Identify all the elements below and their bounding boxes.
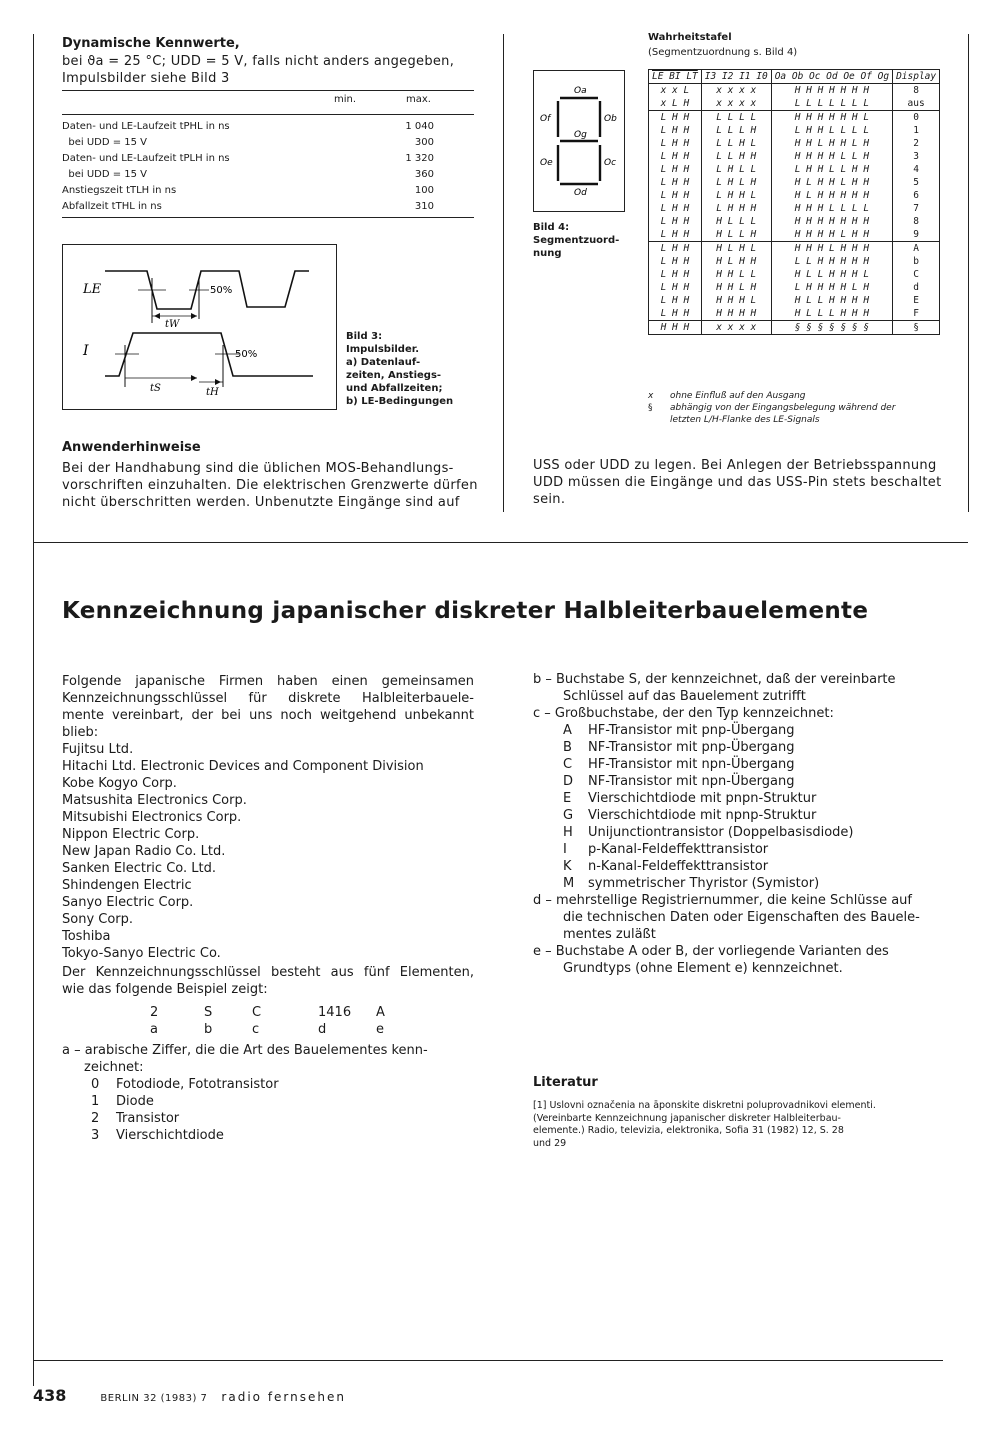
dyn-row [62, 167, 474, 183]
anwender-section [62, 440, 482, 511]
right-line-2: UDD müssen die Eingänge und das USS-Pin stets beschaltet [533, 475, 942, 490]
dyn-section [62, 36, 474, 218]
truth-group-4 [649, 321, 940, 335]
ref-line-1: [1] Uslovni označenia na āponskite diskretni poluprovadnikovi elementi. [533, 1100, 876, 1111]
truth-row [649, 228, 940, 242]
truth-cell-display: 2 [893, 137, 940, 150]
truth-cell-outputs: L H H L L L L [771, 124, 892, 137]
item-key: I [563, 842, 567, 857]
item-value: Transistor [116, 1111, 180, 1126]
dyn-table [62, 119, 474, 215]
dyn-row-max: 360 [414, 169, 434, 180]
truth-cell-inputs: L L L L [701, 111, 771, 125]
seg-f-label: Of [540, 114, 551, 124]
truth-cell-inputs: H H L L [701, 268, 771, 281]
note-s-1: abhängig von der Eingangsbelegung während der [670, 403, 896, 413]
item-value: Vierschichtdiode mit pnpn-Struktur [588, 791, 817, 806]
bild3-caption-6: b) LE-Bedingungen [346, 396, 454, 407]
item-key: H [563, 825, 573, 840]
seg-e-label: Oe [540, 158, 553, 168]
left-margin-rule [33, 34, 34, 1386]
device-type-item [62, 1110, 474, 1127]
item-value: HF-Transistor mit pnp-Übergang [588, 723, 795, 738]
truth-cell-display: aus [893, 97, 940, 111]
literatur-section [533, 1075, 945, 1150]
truth-cell-inputs: L L H L [701, 137, 771, 150]
anwender-line-3: nicht überschritten werden. Unbenutzte Eingänge sind auf [62, 495, 460, 510]
th-le-bi-lt: LE BI LT [649, 70, 702, 84]
dyn-row-max: 1 320 [405, 153, 434, 164]
item-value: NF-Transistor mit npn-Übergang [588, 774, 795, 789]
type-letter-item [533, 841, 945, 858]
th-inputs: I3 I2 I1 I0 [701, 70, 771, 84]
pct-le: 50% [210, 285, 233, 296]
dyn-title: Dynamische Kennwerte, [62, 36, 240, 51]
example-element-letter: e [376, 1022, 384, 1037]
bild3-frame [62, 244, 337, 410]
item-value: Vierschichtdiode mit npnp-Struktur [588, 808, 817, 823]
dyn-row-max: 1 040 [405, 121, 434, 132]
example-element-letter: b [204, 1022, 213, 1037]
truth-cell-ctrl: L H H [649, 228, 702, 242]
element-d: d – mehrstellige Registriernummer, die keine Schlüsse auf die technischen Daten oder Eigenschaften des Bauele- mentes zuläßt [533, 893, 920, 942]
dyn-row-label: Daten- und LE-Laufzeit tPHL in ns [62, 121, 230, 132]
truth-cell-ctrl: L H H [649, 294, 702, 307]
dyn-row-label: Abfallzeit tTHL in ns [62, 201, 162, 212]
column-divider-top [503, 34, 504, 512]
dyn-row-label: bei UDD = 15 V [62, 137, 148, 148]
example-element-letter: c [252, 1022, 260, 1037]
firm-item: Matsushita Electronics Corp. [62, 793, 247, 808]
truth-row [649, 84, 940, 98]
firms-list [62, 741, 474, 962]
truth-cell-outputs: L L L L L L L [771, 97, 892, 111]
bild3-caption-5: und Abfallzeiten; [346, 383, 443, 394]
truth-cell-display: b [893, 255, 940, 268]
right-line-3: sein. [533, 492, 566, 507]
truth-cell-display: E [893, 294, 940, 307]
firm-item: Hitachi Ltd. Electronic Devices and Component Division [62, 759, 424, 774]
col-min-header: min. [334, 94, 357, 105]
dyn-cond-1: bei ϑa = 25 °C; UDD = 5 V, falls nicht anders angegeben, [62, 54, 455, 69]
truth-cell-ctrl: H H H [649, 321, 702, 335]
example-symbol: A [376, 1005, 385, 1020]
dyn-row [62, 183, 474, 199]
item-key: 0 [91, 1077, 100, 1092]
firm-item: Shindengen Electric [62, 878, 192, 893]
truth-cell-outputs: H H H H L H H [771, 228, 892, 242]
bild4-caption-3: nung [533, 248, 562, 259]
firm-item: Nippon Electric Corp. [62, 827, 200, 842]
note-x: ohne Einfluß auf den Ausgang [670, 391, 806, 401]
item-value: Unijunctiontransistor (Doppelbasisdiode) [588, 825, 854, 840]
example-code [62, 1002, 474, 1040]
type-letter-item [533, 756, 945, 773]
truth-cell-inputs: L H H L [701, 189, 771, 202]
item-key: 1 [91, 1094, 100, 1109]
bild3-caption-2: Impulsbilder. [346, 344, 420, 355]
pct-i: 50% [235, 349, 258, 360]
seg-g-label: Og [574, 130, 587, 140]
ref-line-4: und 29 [533, 1137, 567, 1149]
truth-cell-ctrl: L H H [649, 202, 702, 215]
truth-cell-ctrl: L H H [649, 137, 702, 150]
truth-cell-outputs: H L L H H H H [771, 294, 892, 307]
seg-c-label: Oc [604, 158, 617, 168]
item-key: E [563, 791, 572, 806]
right-margin-rule-top [968, 34, 969, 512]
truth-cell-ctrl: L H H [649, 111, 702, 125]
device-type-item [62, 1093, 474, 1110]
truth-cell-inputs: H L L H [701, 228, 771, 242]
item-value: n-Kanal-Feldeffekttransistor [588, 859, 769, 874]
truth-cell-ctrl: L H H [649, 242, 702, 256]
truth-cell-ctrl: x x L [649, 84, 702, 98]
truth-cell-outputs: H H L H H L H [771, 137, 892, 150]
truth-cell-ctrl: L H H [649, 150, 702, 163]
item-key: G [563, 808, 574, 823]
type-letter-item [533, 722, 945, 739]
truth-cell-display: 9 [893, 228, 940, 242]
th-outputs: Oa Ob Oc Od Oe Of Og [771, 70, 892, 84]
dyn-row-label: Anstiegszeit tTLH in ns [62, 185, 177, 196]
truth-row [649, 281, 940, 294]
example-element-letter: a [150, 1022, 158, 1037]
type-letter-item [533, 773, 945, 790]
truth-cell-display: 0 [893, 111, 940, 125]
footer-rule [33, 1360, 943, 1361]
truth-cell-ctrl: L H H [649, 163, 702, 176]
truth-cell-outputs: H H H H H H H [771, 215, 892, 228]
article-right [533, 671, 945, 977]
tw-label: tW [165, 319, 180, 330]
i-label: I [83, 343, 89, 359]
anwender-title: Anwenderhinweise [62, 440, 201, 455]
th-display: Display [893, 70, 940, 84]
firm-item: Tokyo-Sanyo Electric Co. [62, 946, 221, 961]
dyn-row-max: 310 [414, 201, 434, 212]
truth-group-3 [649, 242, 940, 321]
item-value: NF-Transistor mit pnp-Übergang [588, 740, 795, 755]
ref-line-3: elemente.) Radio, televizia, elektronika, Sofia 31 (1982) 12, S. 28 [533, 1125, 844, 1136]
truth-row [649, 176, 940, 189]
truth-cell-ctrl: L H H [649, 215, 702, 228]
col-max-header: max. [406, 94, 431, 105]
truth-cell-inputs: H L L L [701, 215, 771, 228]
truth-cell-ctrl: L H H [649, 176, 702, 189]
dyn-row [62, 135, 474, 151]
truth-group-1 [649, 84, 940, 111]
issue-info: BERLIN 32 (1983) 7 [100, 1393, 208, 1404]
example-element-letter: d [318, 1022, 327, 1037]
bild4-caption-1: Bild 4: [533, 222, 570, 233]
truth-row [649, 137, 940, 150]
truth-cell-ctrl: L H H [649, 189, 702, 202]
ts-label: tS [150, 383, 161, 394]
truth-cell-inputs: H H L H [701, 281, 771, 294]
truth-row [649, 202, 940, 215]
truth-cell-display: 1 [893, 124, 940, 137]
truth-cell-outputs: H H H H L L H [771, 150, 892, 163]
le-label: LE [83, 282, 102, 297]
item-key: B [563, 740, 572, 755]
truth-cell-display: A [893, 242, 940, 256]
truth-row [649, 242, 940, 256]
truth-cell-display: 6 [893, 189, 940, 202]
bild3-caption-4: zeiten, Anstiegs- [346, 370, 442, 381]
dyn-row [62, 119, 474, 135]
truth-cell-inputs: L L H H [701, 150, 771, 163]
truth-cell-display: 5 [893, 176, 940, 189]
truth-cell-inputs: H H H L [701, 294, 771, 307]
item-key: M [563, 876, 575, 891]
page-number: 438 [33, 1386, 67, 1405]
truth-notes [648, 390, 948, 426]
c-items [533, 722, 945, 892]
literatur-title: Literatur [533, 1075, 598, 1090]
truth-row [649, 189, 940, 202]
truth-cell-inputs: H L H L [701, 242, 771, 256]
ref-line-2: (Vereinbarte Kennzeichnung japanischer diskreter Halbleiterbau- [533, 1112, 841, 1124]
firm-item: Sony Corp. [62, 912, 134, 927]
truth-cell-outputs: H H H H H H H [771, 84, 892, 98]
truth-cell-display: § [893, 321, 940, 335]
truth-cell-ctrl: L H H [649, 255, 702, 268]
dyn-row-label: bei UDD = 15 V [62, 169, 148, 180]
truth-row [649, 307, 940, 321]
example-symbol: S [204, 1005, 213, 1020]
bild3-caption-3: a) Datenlauf- [346, 357, 421, 368]
truth-cell-outputs: H H H L L L L [771, 202, 892, 215]
dyn-row [62, 151, 474, 167]
truth-cell-outputs: L L H H H H H [771, 255, 892, 268]
seven-segment-diagram [534, 71, 624, 211]
firm-item: Sanyo Electric Corp. [62, 895, 194, 910]
truth-cell-ctrl: L H H [649, 124, 702, 137]
truth-cell-outputs: H H H L H H H [771, 242, 892, 256]
element-e: e – Buchstabe A oder B, der vorliegende Varianten des Grundtyps (ohne Element e) kennzeichnet. [533, 944, 889, 976]
truth-cell-outputs: H L L H H H L [771, 268, 892, 281]
firm-item: Toshiba [62, 929, 111, 944]
anwender-line-2: vorschriften einzuhalten. Die elektrischen Grenzwerte dürfen [62, 478, 478, 493]
truth-cell-display: C [893, 268, 940, 281]
note-s-2: letzten L/H-Flanke des LE-Signals [670, 415, 820, 425]
truth-row [649, 215, 940, 228]
item-value: p-Kanal-Feldeffekttransistor [588, 842, 769, 857]
device-type-item [62, 1127, 474, 1144]
truth-row [649, 255, 940, 268]
truth-row [649, 150, 940, 163]
truth-group-2 [649, 111, 940, 242]
type-letter-item [533, 875, 945, 892]
note-x-symbol: x [648, 391, 654, 401]
truth-cell-display: 3 [893, 150, 940, 163]
truth-row [649, 321, 940, 335]
truth-cell-inputs: H L H H [701, 255, 771, 268]
magazine-name: radio fernsehen [221, 1390, 346, 1404]
truth-row [649, 97, 940, 111]
footer [33, 1386, 346, 1405]
truth-cell-outputs: H L H H L H H [771, 176, 892, 189]
truth-cell-display: 7 [893, 202, 940, 215]
type-letter-item [533, 739, 945, 756]
anwender-line-1: Bei der Handhabung sind die üblichen MOS-Behandlungs- [62, 461, 454, 476]
seg-b-label: Ob [604, 114, 617, 124]
truth-row [649, 294, 940, 307]
firm-item: Sanken Electric Co. Ltd. [62, 861, 216, 876]
item-value: symmetrischer Thyristor (Symistor) [588, 876, 820, 891]
firm-item: Kobe Kogyo Corp. [62, 776, 177, 791]
bild3-caption-1: Bild 3: [346, 331, 383, 342]
example-symbol: 1416 [318, 1005, 352, 1020]
truth-row [649, 124, 940, 137]
truth-cell-display: 4 [893, 163, 940, 176]
truth-cell-inputs: L H L L [701, 163, 771, 176]
dyn-row [62, 199, 474, 215]
item-key: 3 [91, 1128, 100, 1143]
element-c: c – Großbuchstabe, der den Typ kennzeichnet: A HF-Transistor mit pnp-Übergang B NF-Transistor mit pnp-Übergang C HF-Transistor mit npn-Übergang D NF-Transistor mit npn-Übergang E Vierschichtdiode mit pnpn-Struktur G Vierschichtdiode mit npnp-Struktur H Unijunctiontransistor (Doppelbasisdiode) I p-Kanal-Feldeffekttransistor K n-Kanal-Feldeffekttransistor M symmetrischer Thyristor (Symistor) [533, 705, 945, 892]
note-s-symbol: § [648, 403, 653, 413]
truth-cell-inputs: L H H H [701, 202, 771, 215]
item-key: 2 [91, 1111, 100, 1126]
type-letter-item [533, 807, 945, 824]
truth-cell-display: 8 [893, 215, 940, 228]
truth-cell-display: 8 [893, 84, 940, 98]
truth-row [649, 111, 940, 125]
item-value: Vierschichtdiode [116, 1128, 224, 1143]
key-intro: Der Kennzeichnungsschlüssel besteht aus fünf Elementen, wie das folgende Beispiel zeigt: [62, 965, 474, 997]
truth-cell-outputs: H H H H H H L [771, 111, 892, 125]
firm-item: Fujitsu Ltd. [62, 742, 134, 757]
truth-cell-ctrl: L H H [649, 307, 702, 321]
seg-a-label: Oa [574, 86, 587, 96]
dyn-row-max: 300 [414, 137, 434, 148]
type-letter-item [533, 790, 945, 807]
item-value: Diode [116, 1094, 154, 1109]
a-items [62, 1076, 474, 1144]
article-left [62, 673, 474, 1144]
item-key: D [563, 774, 574, 789]
truth-cell-outputs: § § § § § § § [771, 321, 892, 335]
truth-cell-inputs: L H L H [701, 176, 771, 189]
dyn-row-label: Daten- und LE-Laufzeit tPLH in ns [62, 153, 230, 164]
item-key: A [563, 723, 572, 738]
item-key: C [563, 757, 573, 772]
truth-row [649, 268, 940, 281]
type-letter-item [533, 858, 945, 875]
article-intro: Folgende japanische Firmen haben einen gemeinsamen Kennzeichnungsschlüssel für diskrete Halbleiterbauele- mente vereinbart, der bei uns noch weitgehend unbekannt blieb: [62, 674, 474, 740]
th-label: tH [206, 387, 219, 398]
element-a: a – arabische Ziffer, die die Art des Bauelementes kenn- zeichnet: 0 Fotodiode, Fototransistor 1 Diode 2 Transistor 3 Vierschichtdiode [62, 1042, 474, 1144]
truth-cell-ctrl: L H H [649, 281, 702, 294]
section-divider [33, 542, 968, 543]
bild4-caption [533, 221, 619, 260]
truth-cell-display: F [893, 307, 940, 321]
item-value: Fotodiode, Fototransistor [116, 1077, 279, 1092]
truth-cell-inputs: x x x x [701, 97, 771, 111]
truth-cell-outputs: L H H H H L H [771, 281, 892, 294]
truth-table [648, 69, 940, 335]
article-title: Kennzeichnung japanischer diskreter Halbleiterbauelemente [62, 598, 869, 624]
dyn-row-max: 100 [414, 185, 434, 196]
i-waveform [105, 333, 313, 376]
truth-row [649, 163, 940, 176]
pulse-diagram [63, 245, 336, 409]
truth-cell-ctrl: x L H [649, 97, 702, 111]
example-symbol: C [252, 1005, 262, 1020]
truth-cell-inputs: x x x x [701, 84, 771, 98]
wahrheit-subtitle: (Segmentzuordnung s. Bild 4) [648, 47, 798, 58]
firm-item: New Japan Radio Co. Ltd. [62, 844, 226, 859]
device-type-item [62, 1076, 474, 1093]
truth-cell-inputs: L L L H [701, 124, 771, 137]
bild4-frame [533, 70, 625, 212]
right-continuation [533, 457, 953, 508]
truth-cell-inputs: x x x x [701, 321, 771, 335]
element-b: b – Buchstabe S, der kennzeichnet, daß der vereinbarte Schlüssel auf das Bauelement zutrifft [533, 672, 896, 704]
firm-item: Mitsubishi Electronics Corp. [62, 810, 242, 825]
example-symbol: 2 [150, 1005, 159, 1020]
wahrheit-title: Wahrheitstafel [648, 32, 732, 43]
item-value: HF-Transistor mit npn-Übergang [588, 757, 795, 772]
bild3-caption [346, 330, 453, 408]
truth-table-wrap [648, 69, 940, 335]
truth-cell-outputs: H L L L H H H [771, 307, 892, 321]
truth-cell-inputs: H H H H [701, 307, 771, 321]
dyn-cond-2: Impulsbilder siehe Bild 3 [62, 71, 230, 86]
type-letter-item [533, 824, 945, 841]
bild4-caption-2: Segmentzuord- [533, 235, 620, 246]
item-key: K [563, 859, 572, 874]
truth-cell-ctrl: L H H [649, 268, 702, 281]
right-line-1: USS oder UDD zu legen. Bei Anlegen der Betriebsspannung [533, 458, 937, 473]
truth-cell-outputs: L H H L L H H [771, 163, 892, 176]
truth-cell-outputs: H L H H H H H [771, 189, 892, 202]
truth-cell-display: d [893, 281, 940, 294]
seg-d-label: Od [574, 188, 587, 198]
